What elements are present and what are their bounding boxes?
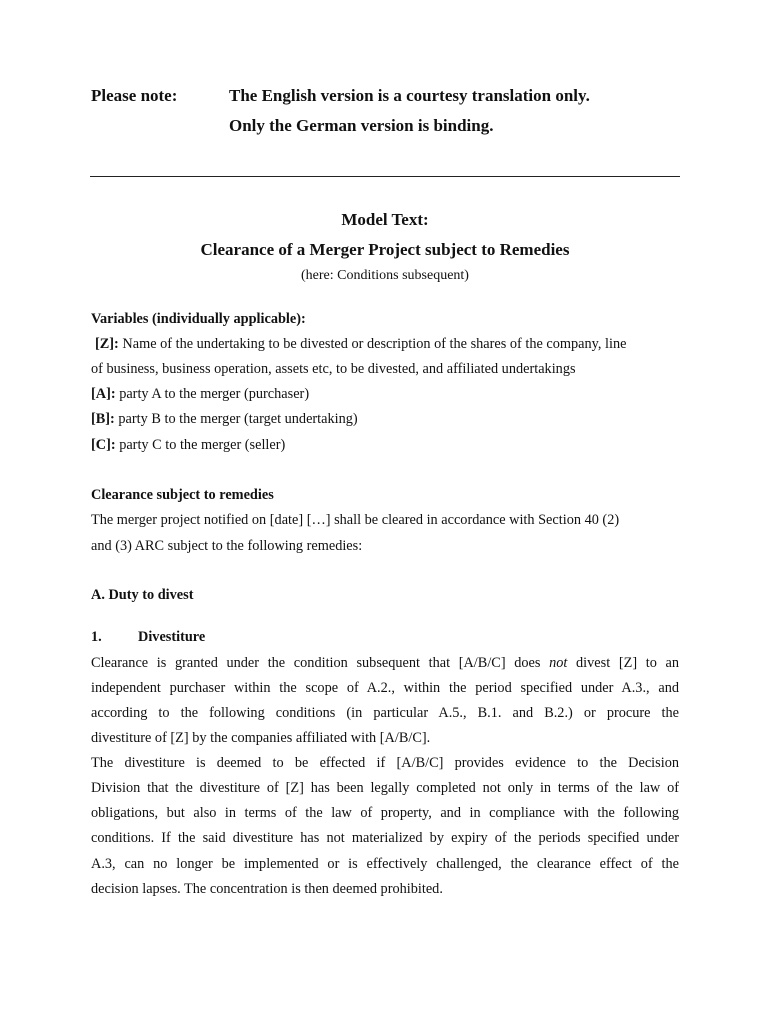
divestiture-p2-line-5: A.3, can no longer be implemented or is effectively challenged, the clearance effect of the [91,856,679,872]
p1-text-post: divest [Z] to an [576,655,679,671]
divestiture-title: Divestiture [138,629,206,645]
variable-c [91,437,285,454]
notice-line-1: The English version is a courtesy translation only. [229,86,590,105]
variable-z-line-2: of business, business operation, assets etc, to be divested, and affiliated undertakings [91,361,576,377]
clearance-heading: Clearance subject to remedies [91,487,274,503]
p1-text-pre: Clearance is granted under the condition subsequent that [A/B/C] does [91,655,541,671]
variable-a-key: [A]: [91,386,116,402]
variable-z-key: [Z]: [95,336,119,352]
notice-label: Please note: [91,86,178,105]
variable-a [91,386,309,403]
clearance-line-2: and (3) ARC subject to the following remedies: [91,538,363,554]
variable-a-text: party A to the merger (purchaser) [119,386,310,402]
divestiture-p2-line-2: Division that the divestiture of [Z] has been legally completed not only in terms of the law of [91,780,679,796]
clearance-line-1: The merger project notified on [date] […] shall be cleared in accordance with Section 40 (2) [91,512,620,528]
variable-b-text: party B to the merger (target undertaking) [118,411,358,427]
variable-b [91,411,358,428]
divestiture-heading [91,629,205,646]
variable-z-line-1 [95,336,626,353]
variable-c-text: party C to the merger (seller) [119,437,286,453]
document-subtitle: Clearance of a Merger Project subject to Remedies [200,240,570,259]
divestiture-p1-line-1 [91,655,679,672]
divestiture-p2-line-6: decision lapses. The concentration is then deemed prohibited. [91,881,443,897]
notice-line-2: Only the German version is binding. [229,116,494,135]
variables-heading: Variables (individually applicable): [91,311,306,327]
divestiture-number: 1. [91,629,102,645]
horizontal-divider [90,176,680,177]
variable-b-key: [B]: [91,411,115,427]
p1-emphasis: not [549,655,568,671]
divestiture-p2-line-3: obligations, but also in terms of the law of property, and in compliance with the following [91,805,679,821]
divestiture-p1-line-4: divestiture of [Z] by the companies affiliated with [A/B/C]. [91,730,431,746]
document-title: Model Text: [341,210,429,229]
variable-c-key: [C]: [91,437,116,453]
divestiture-p2-line-4: conditions. If the said divestiture has not materialized by expiry of the periods specified under [91,830,679,846]
document-subtitle-note: (here: Conditions subsequent) [301,268,469,283]
divestiture-p1-line-3: according to the following conditions (in particular A.5., B.1. and B.2.) or procure the [91,705,679,721]
divestiture-p1-line-2: independent purchaser within the scope of A.2., within the period specified under A.3., and [91,680,679,696]
variable-z-text: Name of the undertaking to be divested or description of the shares of the company, line [122,336,627,352]
divestiture-p2-line-1: The divestiture is deemed to be effected if [A/B/C] provides evidence to the Decision [91,755,679,771]
section-a-heading: A. Duty to divest [91,587,194,603]
